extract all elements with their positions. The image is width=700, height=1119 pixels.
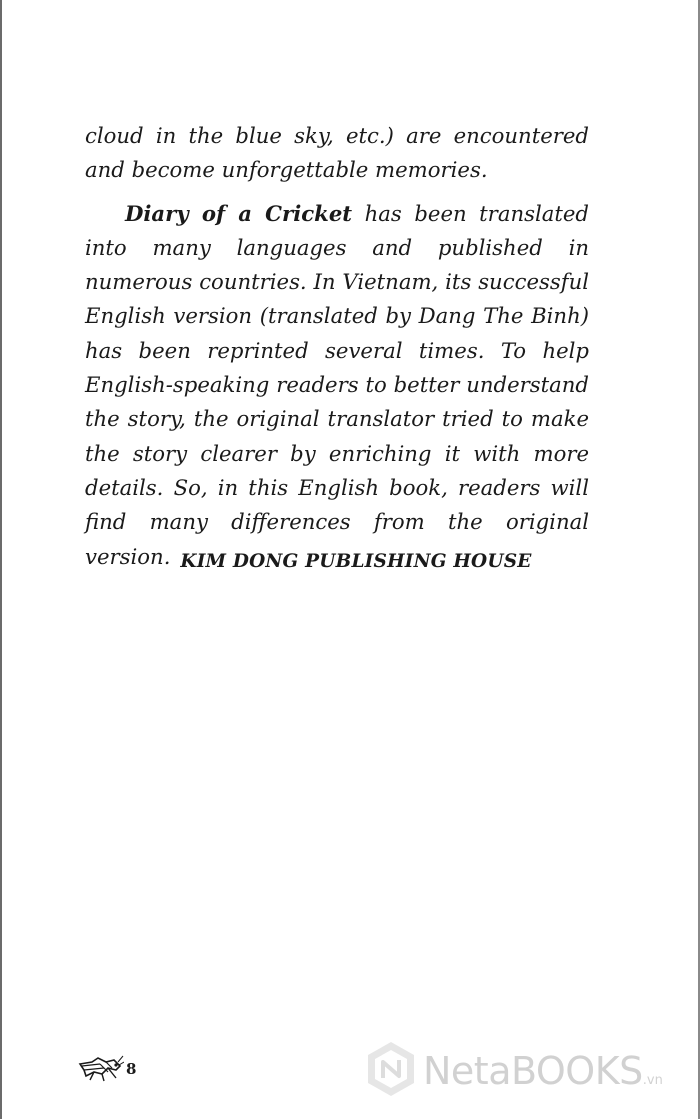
body-text	[85, 119, 589, 574]
paragraph-2-text: has been translated into many languages and published in numerous countries. In Vietnam, its successful English version (translated by Dang The Binh) has been reprinted several times. To help English-speaking readers to better understand the story, the original translator tried to make the story clearer by enriching it with more details. So, in this English book, readers will find many differences from the original version.	[85, 200, 589, 569]
publisher-signature: KIM DONG PUBLISHING HOUSE	[180, 551, 532, 572]
watermark	[365, 1040, 663, 1102]
page-border-left	[0, 0, 2, 1119]
page-footer	[78, 1054, 136, 1082]
watermark-text: NetaBOOKS.vn	[423, 1049, 663, 1093]
paragraph-1: cloud in the blue sky, etc.) are encountered and become unforgettable memories.	[85, 123, 589, 183]
paragraph-2	[85, 197, 589, 574]
netabooks-logo-icon	[365, 1040, 417, 1102]
cricket-icon	[78, 1054, 124, 1082]
book-title: Diary of a Cricket	[125, 200, 353, 226]
page-number: 8	[126, 1060, 137, 1078]
